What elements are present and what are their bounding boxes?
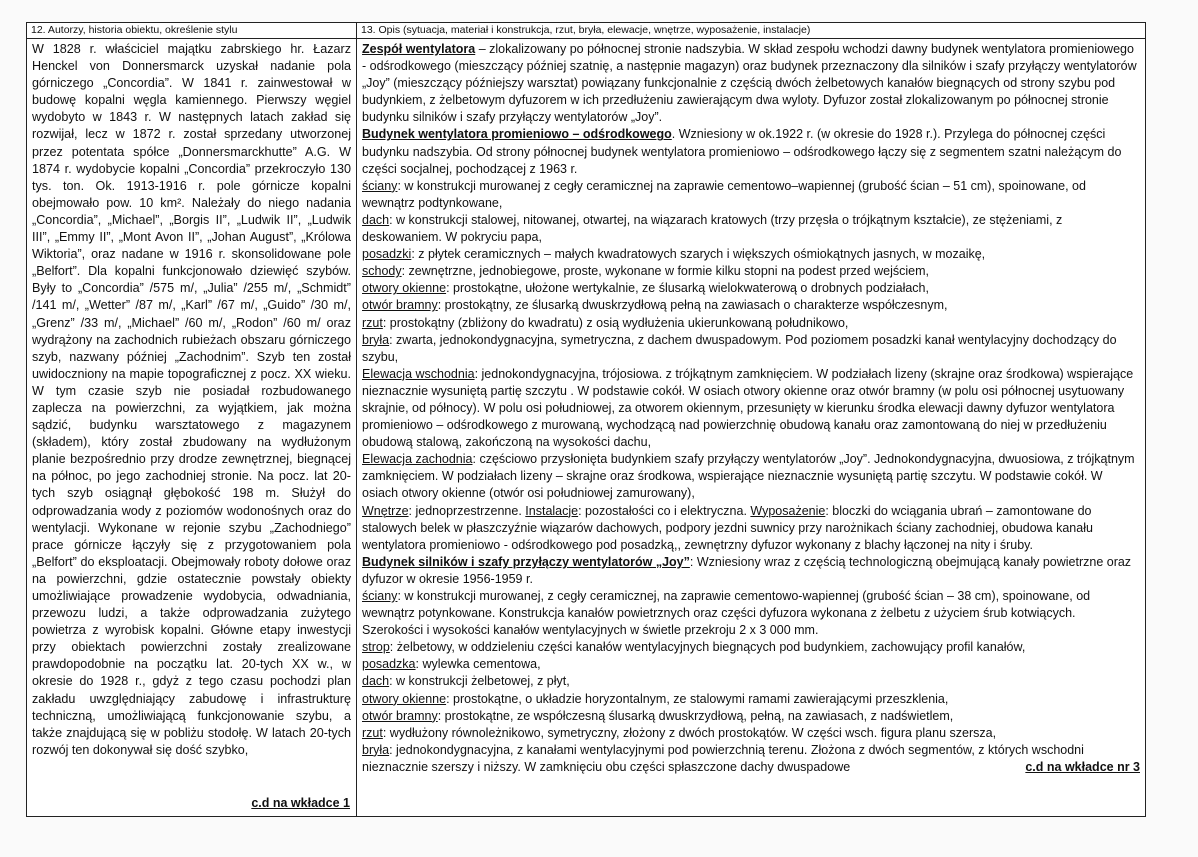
text: : żelbetowy, w oddzieleniu części kanałów wentylacyjnych biegnących pod budynkiem, zachowujący profil kanałów, bbox=[389, 640, 1026, 655]
label: otwory okienne bbox=[362, 691, 447, 706]
label: strop bbox=[362, 640, 390, 655]
para-massing bbox=[362, 332, 1140, 366]
history-text: W 1828 r. właściciel majątku zabrskiego hr. Łazarz Henckel von Donnersmarck uzyskał nadanie pola górniczego „Concordia”. W 1841 r. zainwestował w budowę kopalni węgla kamiennego. Pierwszy węgiel wydobyto w 1843 r. W następnych latach zakład się rozwijał, lecz w 1872 r. został sprzedany utworzonej przez potentata spółce „Donnersmarckhutte” A.G. W 1874 r. wydobycie kopalni „Concordia” przekroczyło 130 tys. ton. Ok. 1913-1916 r. pole górnicze kopalni obejmowało pow. 10 km². Należały do niego nadania „Concordia”, „Michael”, „Borgis II”, „Ludwik II”, „Ludwik III”, „Emmy II”, „Mont Avon II”, „Johan August”, „Królowa Wiktoria”, oraz nadane w 1916 r. skonsolidowane pole „Belfort”. Dla kopalni funkcjonowało dziewięć szybów. Były to „Concordia” /575 m/, „Julia” /255 m/, „Schmidt” /141 m/, „Wetter” /87 m/, „Karl” /67 m/, „Guido” /30 m/, „Grenz” /33 m/, „Michael” /60 m/, „Rodon” /60 m/ oraz wydrążony na zachodnich rubieżach obszaru górniczego szyb, nazwany później „Zachodnim”. Szyb ten został uwidoczniony na mapie topograficznej z pocz. XX wieku. W tym czasie szyb nie posiadał rozbudowanego zaplecza na powierzchni, za wyjątkiem, jak można sądzić, budynku warsztatowego z magazynem (składem), który został zbudowany na wydłużonym planie bezpośrednio przy drodze zewnętrznej, biegnącej na północ, po jego zachodniej stronie. Na pocz. lat 20-tych szyb osiągnął głębokość 198 m. Służył do odprowadzania wody z poziomów wodonośnych oraz do wentylacji. Wykonane w rejonie szybu „Zachodniego” prace górnicze łączyły się z przygotowaniem pola „Belfort” do eksploatacji. Obejmowały roboty dołowe oraz na powierzchni, gdzie ostatecznie powstały obiekty umożliwiające prowadzenie wydobycia, odwadniania, przewozu ludzi, a także odprowadzania zużytego powietrza z wyrobisk kopalni. Główne etapy inwestycji przy obiektach powierzchni zostały zrealizowane prawdopodobnie na początku lat. 20-tych XX w., w okresie do 1928 r., gdyż z tego czasu pochodzi plan zakładu uwzględniający zabudowę i infrastrukturę techniczną, umożliwiającą funkcjonowanie szybu, a także znajdującą się w pobliżu stodołę. W latach 20-tych rozwój ten dokonywał się dość szybko, bbox=[32, 42, 351, 757]
text: . Wzniesiony w ok.1922 r. (w okresie do 1928 r.). Przylega do północnej części budynku nadszybia. Od strony północnej budynek wentylatora promieniowo – odśrodkowego łączy się z segmentem szatni należącym do części socjalnej, pochodzącej z 1963 r. bbox=[362, 127, 1122, 176]
label: Elewacja wschodnia bbox=[362, 366, 475, 381]
para-west-elevation bbox=[362, 451, 1140, 502]
para-joy-ceiling bbox=[362, 639, 1140, 656]
text: : zwarta, jednokondygnacyjna, symetryczna, z dachem dwuspadowym. Pod poziomem posadzki kanał wentylacyjny dochodzący do szybu, bbox=[362, 332, 1117, 364]
history-continuation: c.d na wkładce 1 bbox=[251, 796, 350, 810]
text: : jednokondygnacyjna, trójosiowa. z trójkątnym zamknięciem. W podziałach lizeny (skrajne oraz środkowa) wspierające nieznacznie wysuniętą partię szczytu . W podstawie cokół. W osiach otwory okienne oraz otwór bramny (w polu osi północnej usytuowany skrajnie, od północy). W polu osi południowej, za otworem okiennym, przesunięty w kierunku środka elewacji dawny dyfuzor wentylatora promieniowo – odśrodkowego z murowaną, wychodzącą nad powierzchnię obudową kanału oraz zamontowaną do niej w przedłużeniu obudową stalową, zakończoną na wysokości dachu, bbox=[362, 366, 1134, 450]
para-floors bbox=[362, 246, 1140, 263]
text: : jednoprzestrzenne. bbox=[408, 503, 526, 518]
label: Wnętrze bbox=[362, 503, 409, 518]
label: Elewacja zachodnia bbox=[362, 452, 473, 467]
label: otwory okienne bbox=[362, 281, 447, 296]
para-fan-complex bbox=[362, 41, 1140, 126]
text: : prostokątne, o układzie horyzontalnym, ze stalowymi ramami zawierającymi przeszklenia, bbox=[446, 691, 949, 706]
label: dach bbox=[362, 212, 390, 227]
text: : pozostałości co i elektryczna. bbox=[578, 503, 751, 518]
label: bryła bbox=[362, 742, 390, 757]
para-windows bbox=[362, 280, 1140, 297]
document-sheet bbox=[26, 22, 1146, 817]
description-header: 13. Opis (sytuacja, materiał i konstrukcja, rzut, bryła, elewacje, wnętrze, wyposażenie, instalacje) bbox=[357, 23, 1145, 39]
label: dach bbox=[362, 674, 390, 689]
text: : jednokondygnacyjna, z kanałami wentylacyjnymi pod powierzchnią terenu. Złożona z dwóch segmentów, z których wschodni nieznacznie szerszy i niższy. W zamknięciu obu części spłaszczone dachy dwuspadowe bbox=[362, 742, 1084, 774]
label: ściany bbox=[362, 589, 398, 603]
label: rzut bbox=[362, 725, 383, 740]
text: : Wzniesiony wraz z częścią technologiczną obejmującą kanały powietrzne oraz dyfuzor w okresie 1956-1959 r. bbox=[362, 554, 1132, 586]
label: posadzka bbox=[362, 657, 416, 672]
label: Budynek wentylatora promieniowo – odśrodkowego bbox=[362, 127, 672, 142]
text: : zewnętrzne, jednobiegowe, proste, wykonane w formie kilku stopni na podest przed wejściem, bbox=[401, 264, 929, 279]
para-joy-floor bbox=[362, 656, 1140, 673]
label: Zespół wentylatora bbox=[362, 42, 476, 56]
history-column bbox=[27, 23, 357, 816]
text: : prostokątny (zbliżony do kwadratu) z osią wydłużenia ukierunkowaną południkowo, bbox=[382, 315, 849, 330]
label: rzut bbox=[362, 315, 383, 330]
text: : prostokątny, ze ślusarką dwuskrzydłową pełną na zawiasach o charakterze współczesnym, bbox=[437, 298, 948, 313]
para-joy-massing bbox=[362, 742, 1140, 776]
para-plan bbox=[362, 315, 1140, 332]
label: bryła bbox=[362, 332, 390, 347]
label: posadzki bbox=[362, 247, 412, 262]
text: : w konstrukcji murowanej z cegły ceramicznej na zaprawie cementowo–wapiennej (grubość ścian – 51 cm), spoinowane, od wewnątrz podtynkowane, bbox=[362, 178, 1086, 210]
para-fan-building bbox=[362, 126, 1140, 177]
label: ściany bbox=[362, 178, 398, 193]
para-stairs bbox=[362, 263, 1140, 280]
text: : prostokątne, ułożone wertykalnie, ze ślusarką wielokwaterową o drobnych podziałach, bbox=[446, 281, 929, 296]
text: : w konstrukcji murowanej, z cegły ceramicznej, na zaprawie cementowo-wapiennej (grubość ścian – 38 cm), spoinowane, od wewnątrz potynkowane. Konstrukcja kanałów powietrznych oraz części dyfuzora wykonana z żelbetu z użyciem śrub kotwiących. Szerokości i wysokości kanałów wentylacyjnych w świetle przekroju 2 x 3 000 mm. bbox=[362, 589, 1091, 638]
text: : wydłużony równoleżnikowo, symetryczny, złożony z dwóch prostokątów. W części wsch. figura planu szersza, bbox=[382, 725, 997, 740]
text: : wylewka cementowa, bbox=[415, 657, 541, 672]
description-body bbox=[357, 39, 1145, 776]
para-gate bbox=[362, 297, 1140, 314]
text: : w konstrukcji stalowej, nitowanej, otwartej, na wiązarach kratowych (trzy przęsła o trójkątnym kształcie), ze stężeniami, z deskowaniem. W pokryciu papa, bbox=[362, 212, 1063, 245]
text: – zlokalizowany po północnej stronie nadszybia. W skład zespołu wchodzi dawny budynek wentylatora promieniowego - odśrodkowego (mieszczący później szatnię, a następnie magazyn) oraz budynek przeznaczony dla silników i szafy przyłączy wentylatorów „Joy” (mieszczący późniejszy warsztat) powiązany funkcjonalnie z częścią dwóch żelbetowych kanałów biegnących od strony szybu pod budynkiem, z żelbetowym dyfuzorem w ich przedłużeniu zawierającym dwa wyloty. Dyfuzor został zlokalizowanym po północnej stronie budynku silników i szafy przyłączy wentylatorów „Joy”. bbox=[362, 42, 1137, 125]
para-east-elevation bbox=[362, 366, 1140, 451]
para-joy-walls bbox=[362, 588, 1140, 639]
text: : z płytek ceramicznych – małych kwadratowych szarych i większych ośmiokątnych jasnych, w mozaikę, bbox=[411, 247, 986, 262]
para-joy-gate bbox=[362, 708, 1140, 725]
para-joy-plan bbox=[362, 725, 1140, 742]
label: otwór bramny bbox=[362, 708, 438, 723]
para-joy-building bbox=[362, 554, 1140, 588]
para-walls bbox=[362, 178, 1140, 212]
text: : prostokątne, ze współczesną ślusarką dwuskrzydłową, pełną, na zawiasach, z nadświetlem, bbox=[437, 708, 954, 723]
label: otwór bramny bbox=[362, 298, 438, 313]
text: : częściowo przysłonięta budynkiem szafy przyłączy wentylatorów „Joy”. Jednokondygnacyjna, dwuosiowa, z trójkątnym zamknięciem. W podziałach lizeny – skrajne oraz środkowa, wspierające nieznacznie wysuniętą partię szczytu. W podstawie cokół. W osiach otwory okienne (otwór osi południowej zamurowany), bbox=[362, 452, 1135, 501]
label: Wyposażenie bbox=[750, 503, 826, 518]
para-joy-windows bbox=[362, 691, 1140, 708]
label: Budynek silników i szafy przyłączy wentylatorów „Joy” bbox=[362, 554, 690, 569]
para-joy-roof bbox=[362, 673, 1140, 690]
text: : w konstrukcji żelbetowej, z płyt, bbox=[389, 674, 570, 689]
para-interior bbox=[362, 503, 1140, 554]
para-roof bbox=[362, 212, 1140, 246]
description-column bbox=[357, 23, 1145, 816]
label: schody bbox=[362, 264, 402, 279]
label: Instalacje bbox=[525, 503, 579, 518]
description-continuation: c.d na wkładce nr 3 bbox=[1025, 759, 1140, 774]
text: : bloczki do wciągania ubrań – zamontowane do stalowych belek w płaszczyźnie wiązarów dachowych, podpory jezdni suwnicy przy narożnikach ściany zachodniej, obudowa kanału wentylatora promieniowo - odśrodkowego pod posadzką,, zewnętrzny dyfuzor wykonany z blachy łączonej na nity i śruby. bbox=[362, 503, 1093, 552]
history-header: 12. Autorzy, historia obiektu, określenie stylu bbox=[27, 23, 356, 39]
